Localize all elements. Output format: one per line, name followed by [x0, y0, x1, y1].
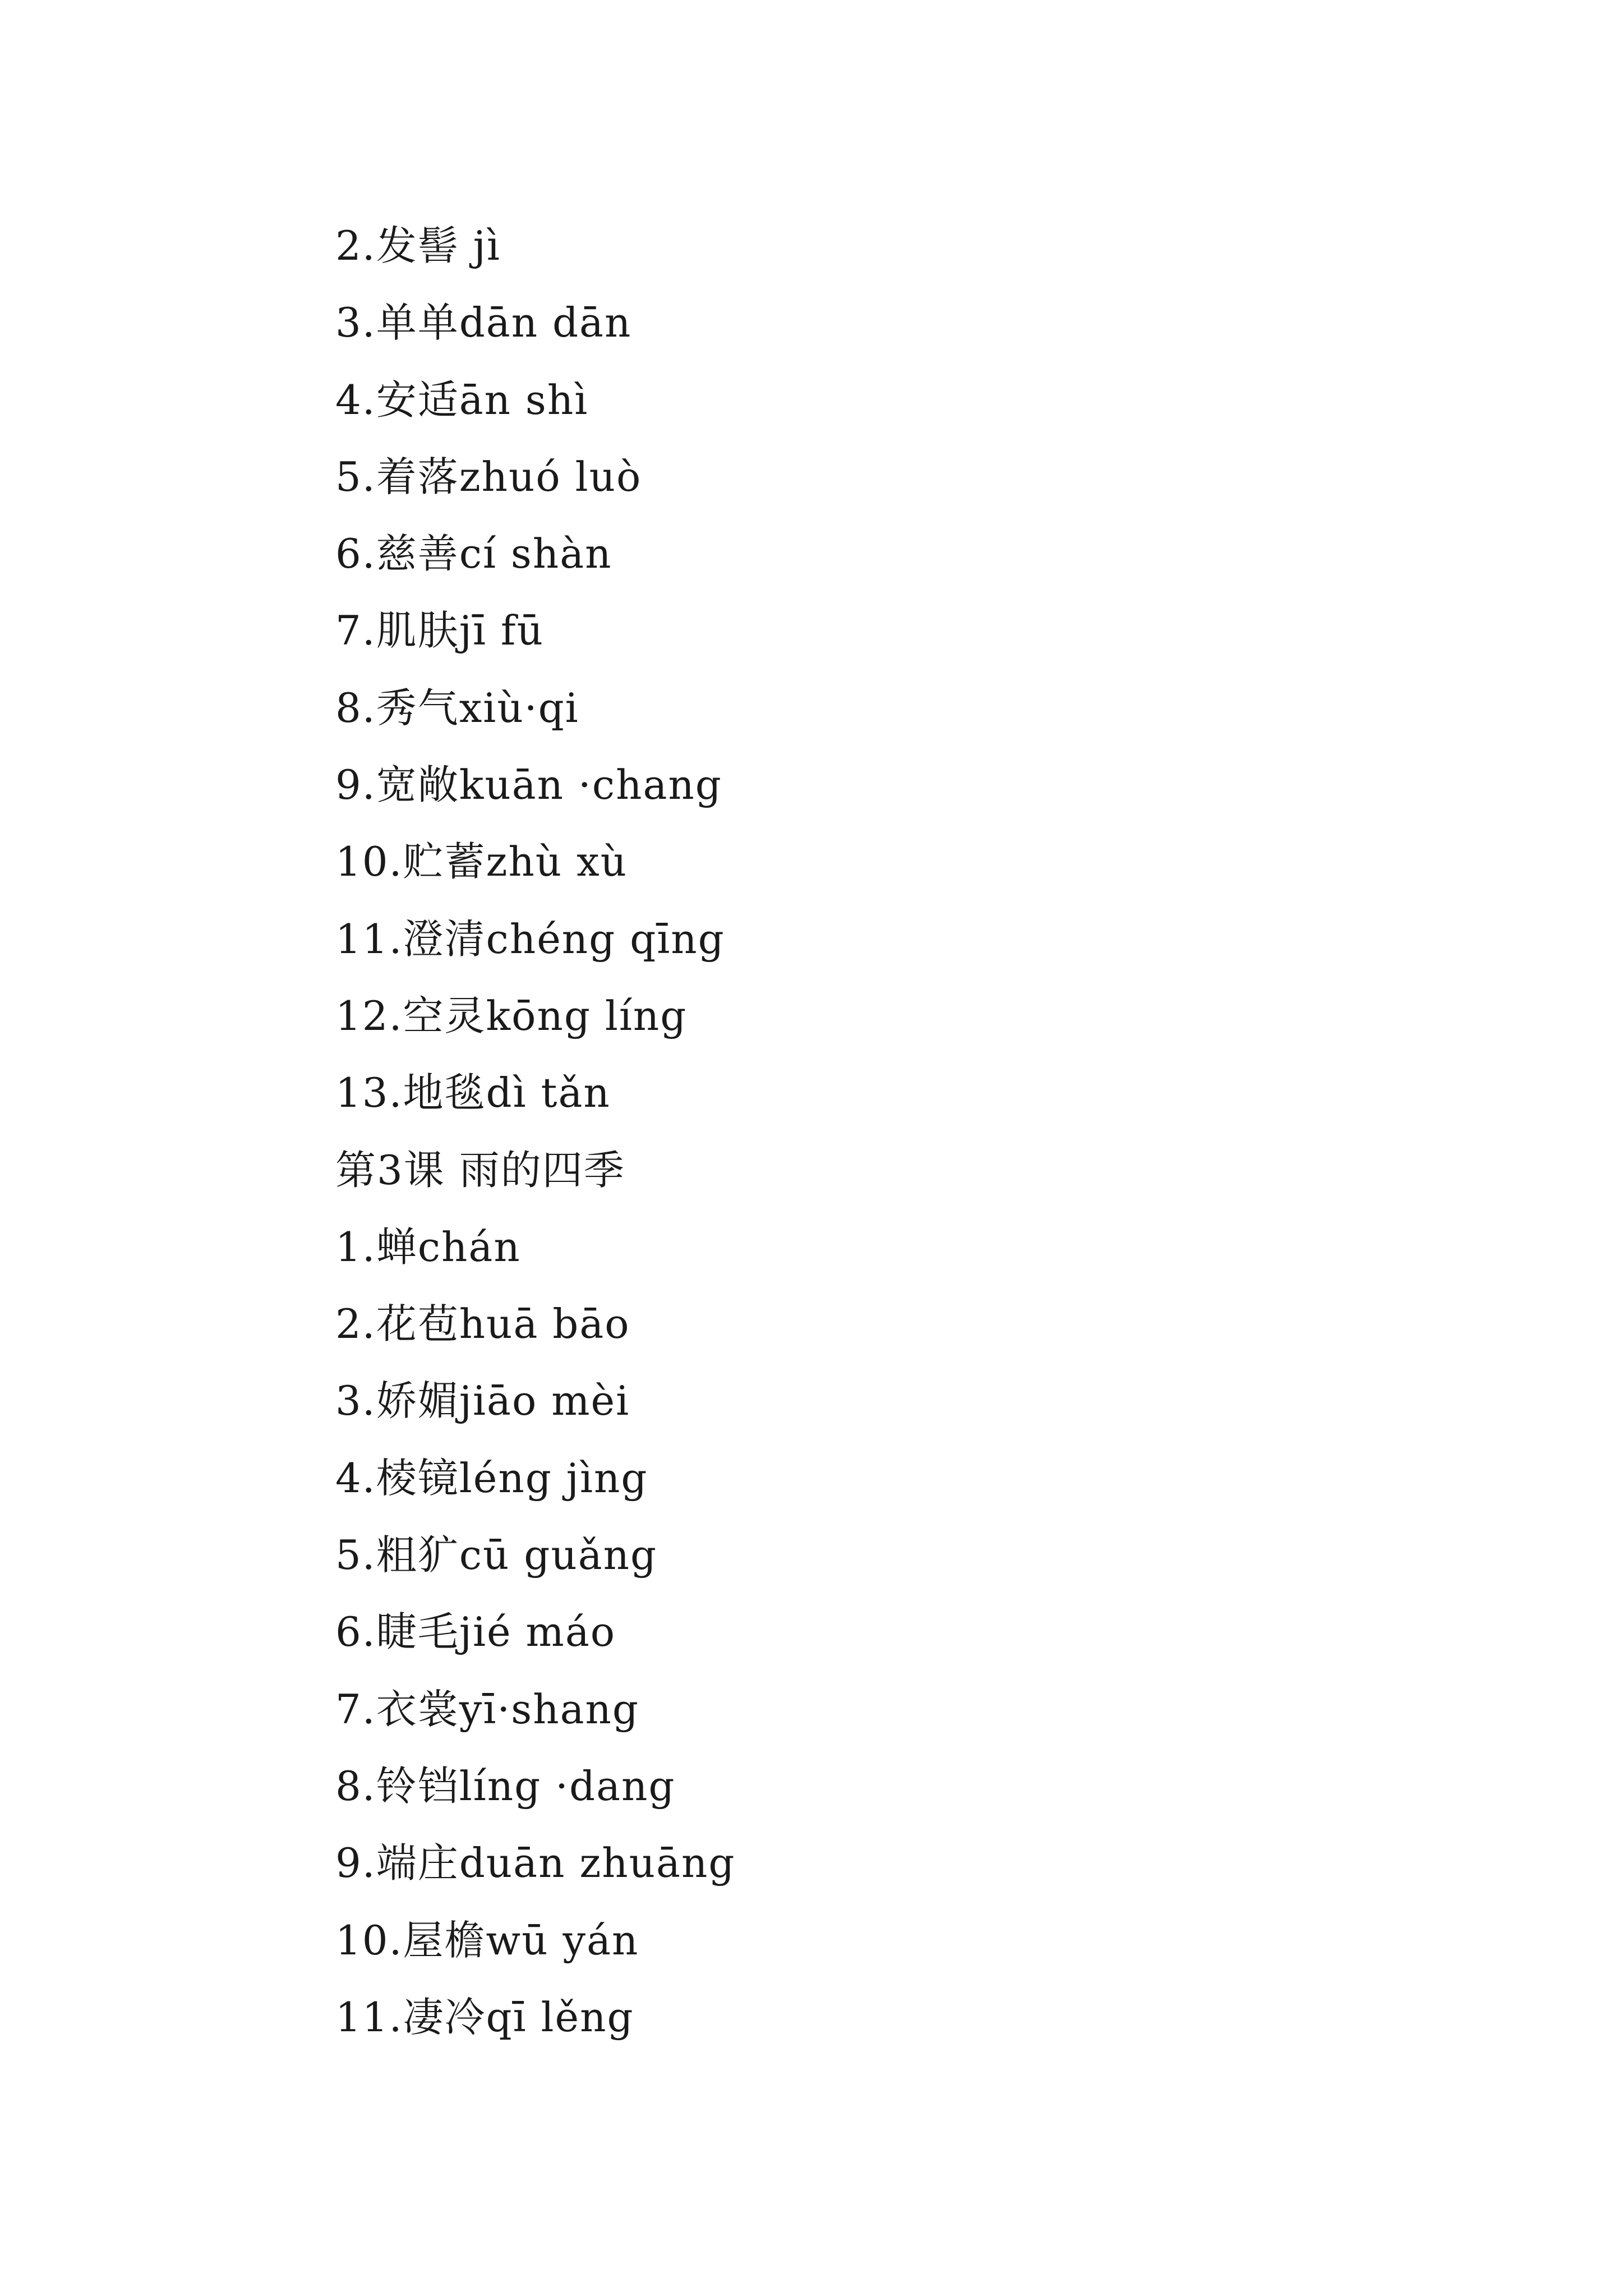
- list-item: 12.空灵kōng líng: [335, 992, 688, 1039]
- list-item: 9.宽敞kuān ·chang: [335, 761, 722, 809]
- list-item: 5.粗犷cū guǎng: [335, 1531, 658, 1579]
- list-item: 11.凄冷qī lěng: [335, 1993, 634, 2041]
- list-item: 8.铃铛líng ·dang: [335, 1762, 676, 1810]
- list-item: 8.秀气xiù·qi: [335, 684, 579, 731]
- list-item: 6.睫毛jié máo: [335, 1608, 616, 1656]
- list-item: 3.单单dān dān: [335, 299, 632, 347]
- list-item: 4.棱镜léng jìng: [335, 1454, 648, 1502]
- list-item: 13.地毯dì tǎn: [335, 1069, 611, 1117]
- list-item: 3.娇媚jiāo mèi: [335, 1377, 630, 1425]
- list-item: 10.贮蓄zhù xù: [335, 838, 628, 886]
- list-item: 6.慈善cí shàn: [335, 530, 612, 578]
- list-item: 1.蝉chán: [335, 1223, 521, 1271]
- list-item: 10.屋檐wū yán: [335, 1916, 639, 1964]
- list-item: 7.衣裳yī·shang: [335, 1685, 639, 1733]
- section-heading: 第3课 雨的四季: [335, 1146, 625, 1194]
- vocabulary-list: [335, 208, 1457, 2056]
- list-item: 9.端庄duān zhuāng: [335, 1839, 736, 1887]
- list-item: 2.发髻 jì: [335, 222, 501, 269]
- list-item: 2.花苞huā bāo: [335, 1300, 630, 1348]
- list-item: 5.着落zhuó luò: [335, 453, 642, 500]
- list-item: 7.肌肤jī fū: [335, 607, 544, 655]
- list-item: 11.澄清chéng qīng: [335, 915, 725, 963]
- list-item: 4.安适ān shì: [335, 376, 589, 424]
